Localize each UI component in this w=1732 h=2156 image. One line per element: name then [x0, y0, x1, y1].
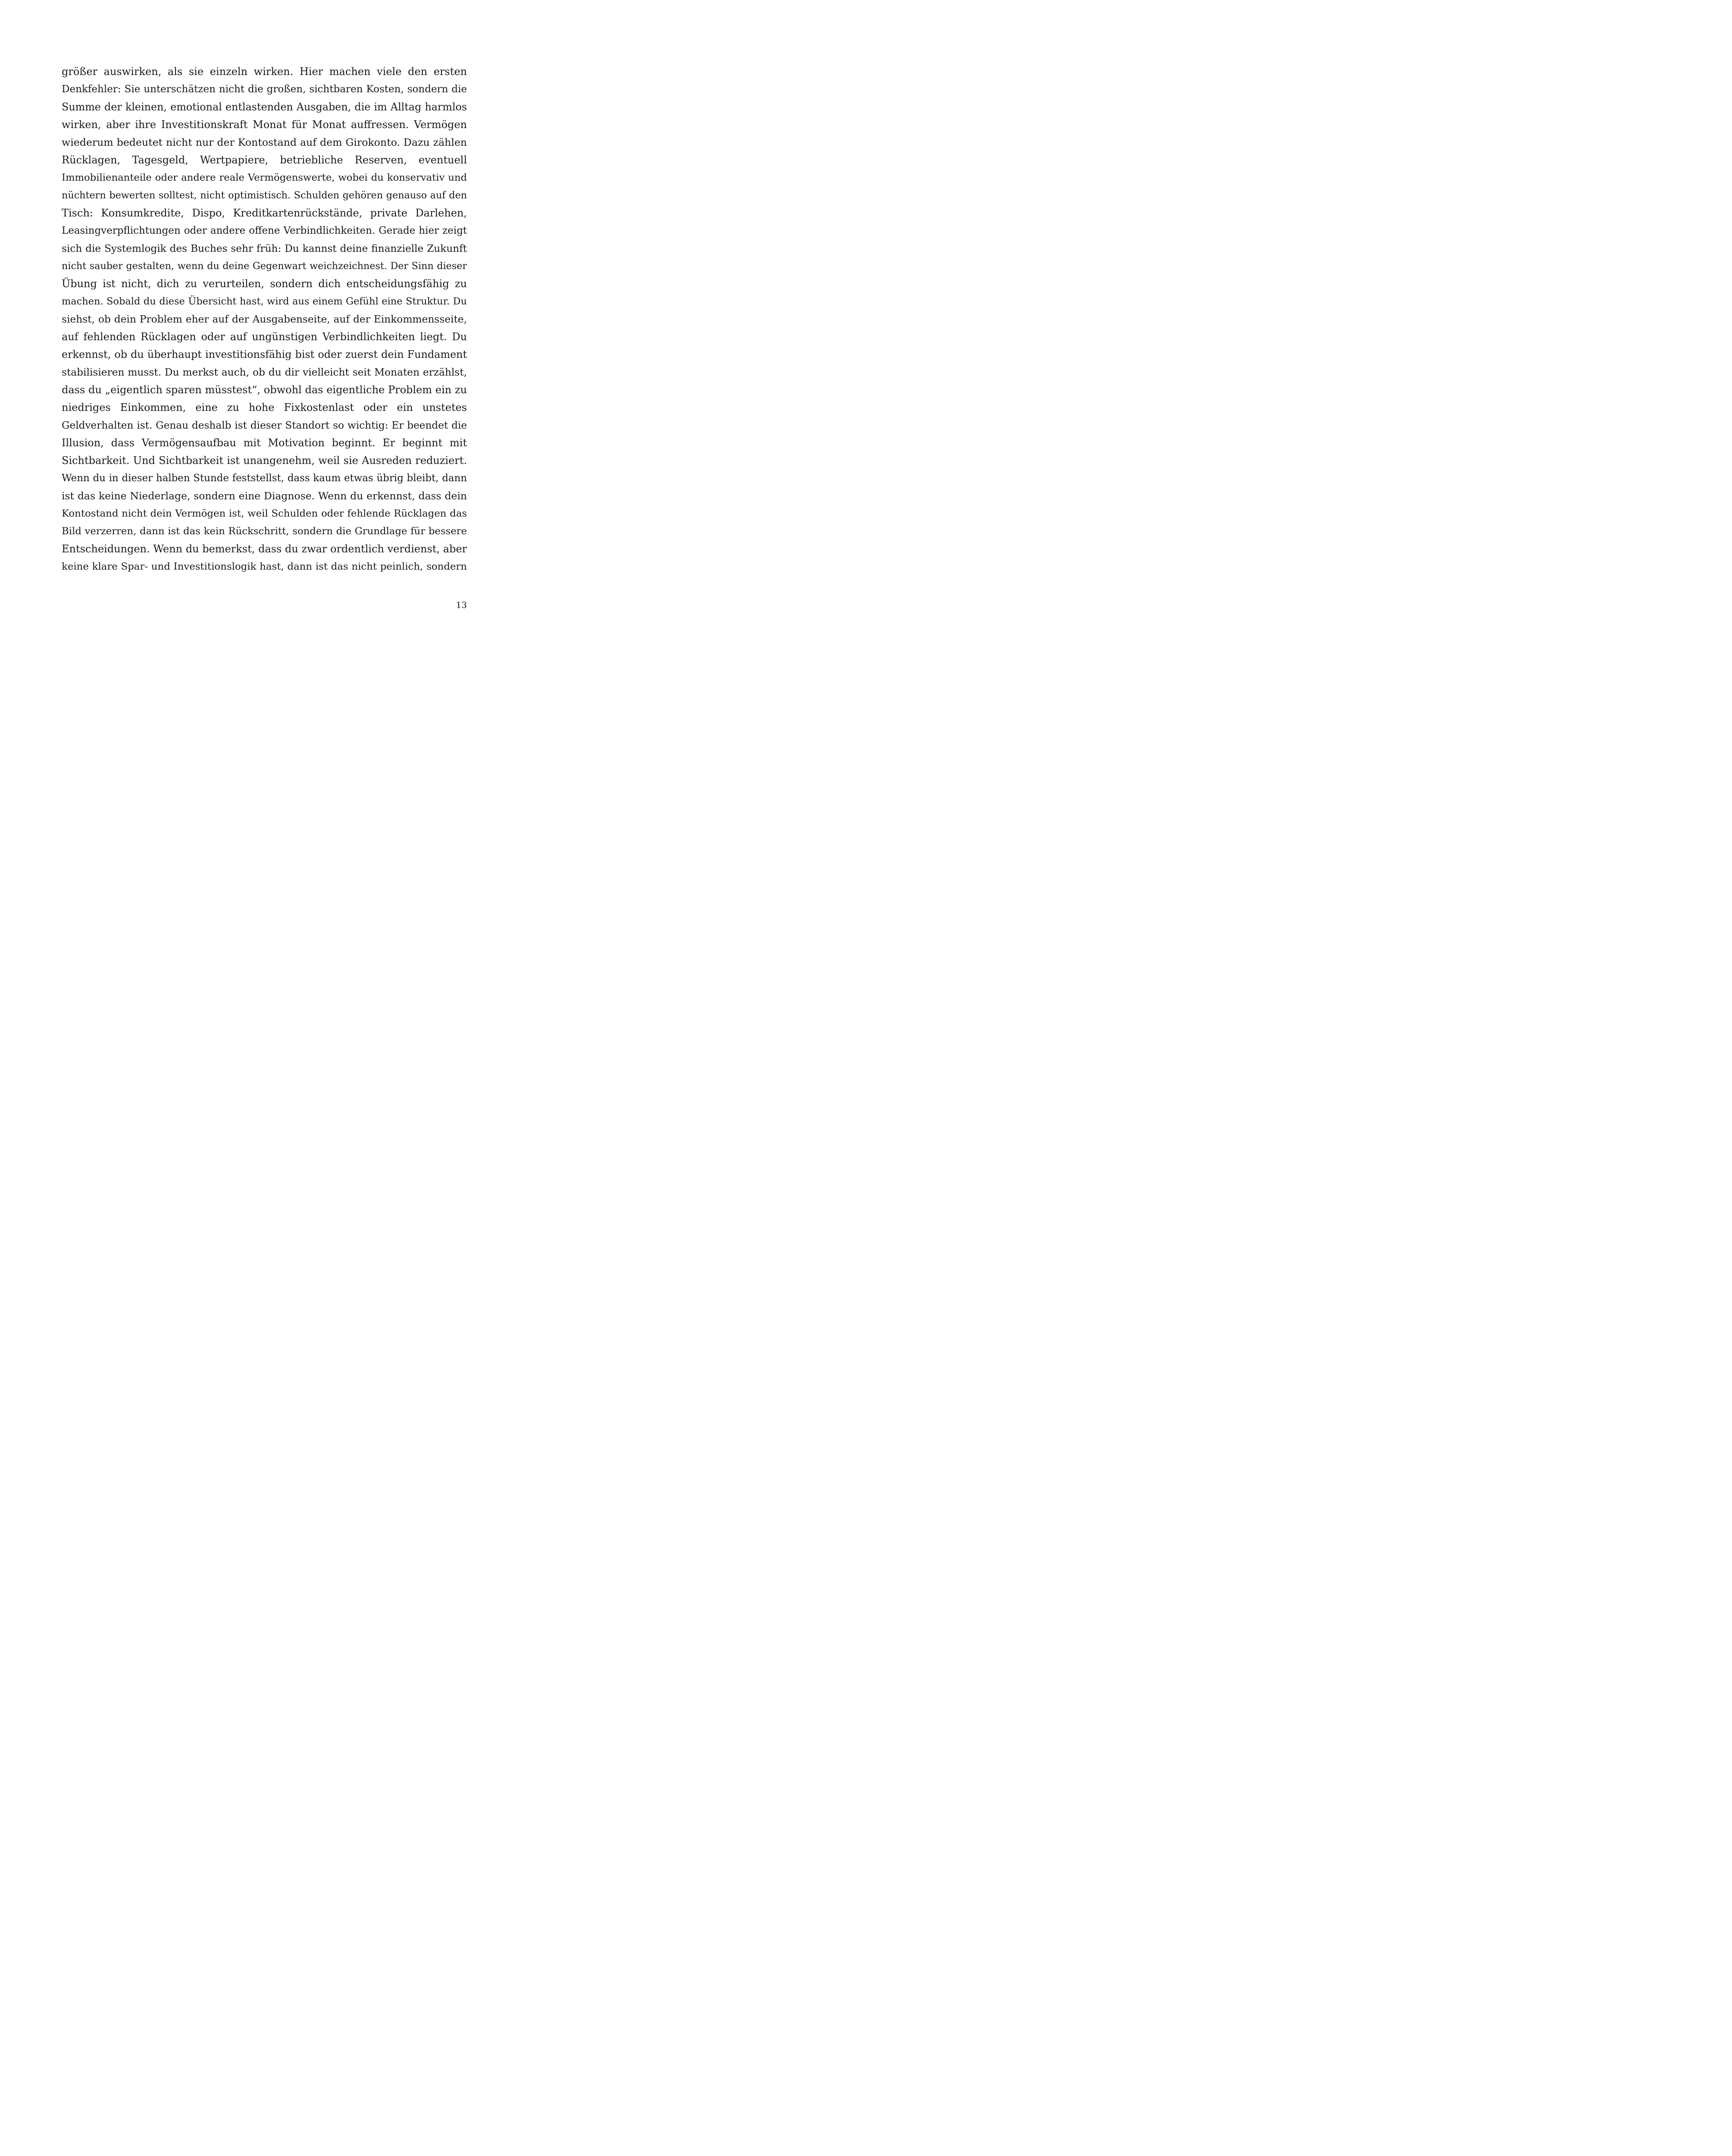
text-line: Tisch: Konsumkredite, Dispo, Kreditkartenrückstände, private Darlehen,	[62, 207, 467, 219]
text-line: niedriges Einkommen, eine zu hohe Fixkostenlast oder ein unstetes	[62, 401, 467, 414]
text-line: dass du „eigentlich sparen müsstest“, obwohl das eigentliche Problem ein zu	[62, 384, 467, 396]
text-line: Entscheidungen. Wenn du bemerkst, dass du zwar ordentlich verdienst, aber	[62, 543, 467, 555]
body-text	[62, 63, 467, 576]
text-line: größer auswirken, als sie einzeln wirken. Hier machen viele den ersten	[62, 66, 467, 78]
book-page	[0, 0, 532, 688]
text-line: Kontostand nicht dein Vermögen ist, weil Schulden oder fehlende Rücklagen das	[62, 508, 467, 519]
text-line: Rücklagen, Tagesgeld, Wertpapiere, betriebliche Reserven, eventuell	[62, 154, 467, 166]
text-line: Übung ist nicht, dich zu verurteilen, sondern dich entscheidungsfähig zu	[62, 278, 467, 290]
text-line: Sichtbarkeit. Und Sichtbarkeit ist unangenehm, weil sie Ausreden reduziert.	[62, 454, 467, 467]
text-line: Immobilienanteile oder andere reale Vermögenswerte, wobei du konservativ und	[62, 172, 467, 183]
text-line: ist das keine Niederlage, sondern eine Diagnose. Wenn du erkennst, dass dein	[62, 490, 467, 502]
text-line: wirken, aber ihre Investitionskraft Monat für Monat auffressen. Vermögen	[62, 119, 467, 131]
text-line: sich die Systemlogik des Buches sehr früh: Du kannst deine finanzielle Zukunft	[62, 243, 467, 254]
text-line: Denkfehler: Sie unterschätzen nicht die großen, sichtbaren Kosten, sondern die	[62, 84, 467, 95]
text-line: Geldverhalten ist. Genau deshalb ist dieser Standort so wichtig: Er beendet die	[62, 420, 467, 431]
text-line: wiederum bedeutet nicht nur der Kontostand auf dem Girokonto. Dazu zählen	[62, 136, 467, 148]
text-line: Wenn du in dieser halben Stunde feststellst, dass kaum etwas übrig bleibt, dann	[62, 473, 467, 484]
text-line: erkennst, ob du überhaupt investitionsfähig bist oder zuerst dein Fundament	[62, 348, 467, 360]
text-line: auf fehlenden Rücklagen oder auf ungünstigen Verbindlichkeiten liegt. Du	[62, 331, 467, 343]
text-line: stabilisieren musst. Du merkst auch, ob du dir vielleicht seit Monaten erzählst,	[62, 367, 467, 378]
text-line: nüchtern bewerten solltest, nicht optimistisch. Schulden gehören genauso auf den	[62, 190, 467, 201]
text-line: siehst, ob dein Problem eher auf der Ausgabenseite, auf der Einkommensseite,	[62, 313, 467, 325]
text-line: Bild verzerren, dann ist das kein Rückschritt, sondern die Grundlage für bessere	[62, 526, 467, 537]
page-number: 13	[456, 600, 467, 610]
text-line: Leasingverpflichtungen oder andere offene Verbindlichkeiten. Gerade hier zeigt	[62, 225, 467, 236]
text-line: Summe der kleinen, emotional entlastenden Ausgaben, die im Alltag harmlos	[62, 101, 467, 113]
text-line: keine klare Spar- und Investitionslogik hast, dann ist das nicht peinlich, sondern	[62, 561, 467, 572]
text-line: machen. Sobald du diese Übersicht hast, wird aus einem Gefühl eine Struktur. Du	[62, 296, 467, 307]
text-line: nicht sauber gestalten, wenn du deine Gegenwart weichzeichnest. Der Sinn dieser	[62, 260, 467, 272]
text-line: Illusion, dass Vermögensaufbau mit Motivation beginnt. Er beginnt mit	[62, 437, 467, 449]
